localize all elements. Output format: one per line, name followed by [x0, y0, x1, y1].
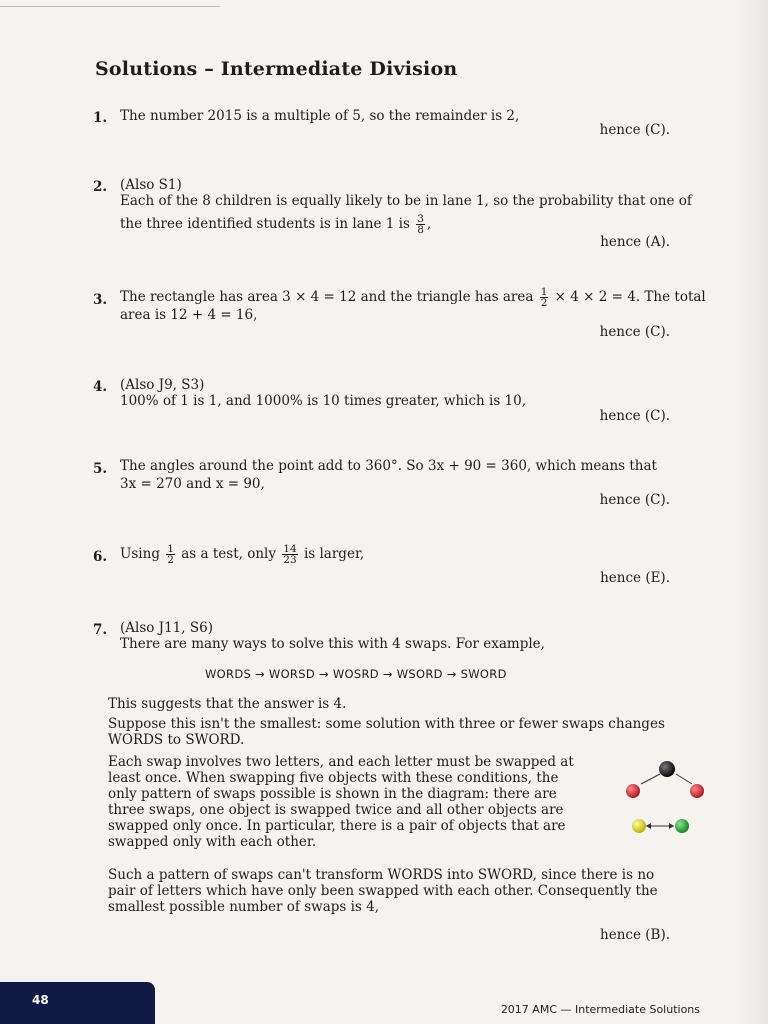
swap-arrow — [676, 774, 692, 784]
problem-text: (Also S1) — [120, 177, 182, 193]
answer-text: hence (E). — [600, 570, 670, 586]
problem-text: The rectangle has area 3 × 4 = 12 and the triangle has area — [120, 289, 534, 305]
page-number-tab — [0, 982, 155, 1024]
fraction-numerator: 1 — [540, 286, 548, 298]
page-edge-shadow — [738, 0, 768, 1024]
swap-diagram — [620, 756, 710, 838]
answer-text: hence (B). — [600, 927, 670, 943]
fraction-numerator: 14 — [283, 543, 297, 555]
fraction — [416, 214, 425, 235]
problem-text: × 4 × 2 = 4. The total — [554, 289, 706, 305]
top-rule — [0, 6, 220, 7]
problem-text-with-fraction — [120, 286, 706, 309]
problem-number: 2. — [93, 179, 108, 195]
problem-text: The angles around the point add to 360°. So 3x + 90 = 360, which means that — [120, 458, 657, 474]
fraction-numerator: 3 — [417, 213, 424, 225]
problem-text: 100% of 1 is 1, and 1000% is 10 times greater, which is 10, — [120, 393, 527, 409]
red-ball — [690, 784, 704, 798]
problem-text: Each of the 8 children is equally likely to be in lane 1, so the probability that one of — [120, 193, 692, 209]
page-number: 48 — [32, 993, 49, 1007]
problem-text: the three identified students is in lane 1 is — [120, 216, 410, 232]
swap-chain: WORDS → WORSD → WOSRD → WSORD → SWORD — [205, 667, 507, 681]
problem-text-with-fraction: the three identified students is in lane 1 is $\frac{3}{8}$ , — [120, 213, 432, 236]
problem-number: 7. — [93, 622, 108, 638]
problem-number: 5. — [93, 461, 108, 477]
paragraph: Suppose this isn't the smallest: some solution with three or fewer swaps changes WORDS to SWORD. — [108, 716, 665, 748]
problem-text: The number 2015 is a multiple of 5, so the remainder is 2, — [120, 108, 520, 124]
answer-text: hence (C). — [599, 324, 670, 340]
fraction-denominator: 2 — [167, 554, 174, 566]
answer-text: hence (A). — [600, 234, 670, 250]
yellow-ball — [632, 819, 646, 833]
answer-text: hence (C). — [599, 408, 670, 424]
answer-text: hence (C). — [599, 122, 670, 138]
problem-number: 6. — [93, 549, 108, 565]
problem-text: (Also J9, S3) — [120, 377, 205, 393]
green-ball — [675, 819, 689, 833]
paragraph: Such a pattern of swaps can't transform WORDS into SWORD, since there is no pair of letters which have only been swapped with each other. Consequently the smallest possible number of swaps is 4, — [108, 867, 658, 915]
fraction — [282, 544, 297, 565]
problem-number: 3. — [93, 292, 108, 308]
footer-caption: 2017 AMC — Intermediate Solutions — [500, 1003, 700, 1016]
black-ball — [659, 761, 675, 777]
fraction — [166, 544, 175, 565]
problem-number: 4. — [93, 379, 108, 395]
swap-arrow — [641, 774, 660, 784]
red-ball — [626, 784, 640, 798]
answer-text: hence (C). — [599, 492, 670, 508]
fraction — [540, 287, 549, 308]
problem-text-with-fractions — [120, 544, 670, 565]
paragraph: This suggests that the answer is 4. — [108, 696, 347, 712]
problem-text: 3x = 270 and x = 90, — [120, 476, 265, 492]
problem-text: is larger, — [303, 546, 365, 562]
page-title: Solutions – Intermediate Division — [95, 58, 458, 80]
fraction-denominator: 8 — [417, 224, 424, 236]
fraction-denominator: 23 — [283, 554, 297, 566]
problem-text: There are many ways to solve this with 4 swaps. For example, — [120, 636, 545, 652]
problem-text: area is 12 + 4 = 16, — [120, 307, 258, 323]
paragraph: Each swap involves two letters, and each letter must be swapped at least once. When swapping five objects with these conditions, the only pattern of swaps possible is shown in the diagram: there are three swaps, one object is swapped twice and all other objects are swapped only once. In particular, there is a pair of objects that are swapped only with each other. — [108, 754, 574, 850]
problem-number: 1. — [93, 110, 108, 126]
fraction-denominator: 2 — [540, 297, 548, 309]
fraction-numerator: 1 — [167, 543, 174, 555]
problem-text: as a test, only — [181, 546, 276, 562]
problem-text: Using — [120, 546, 160, 562]
problem-text: (Also J11, S6) — [120, 620, 213, 636]
